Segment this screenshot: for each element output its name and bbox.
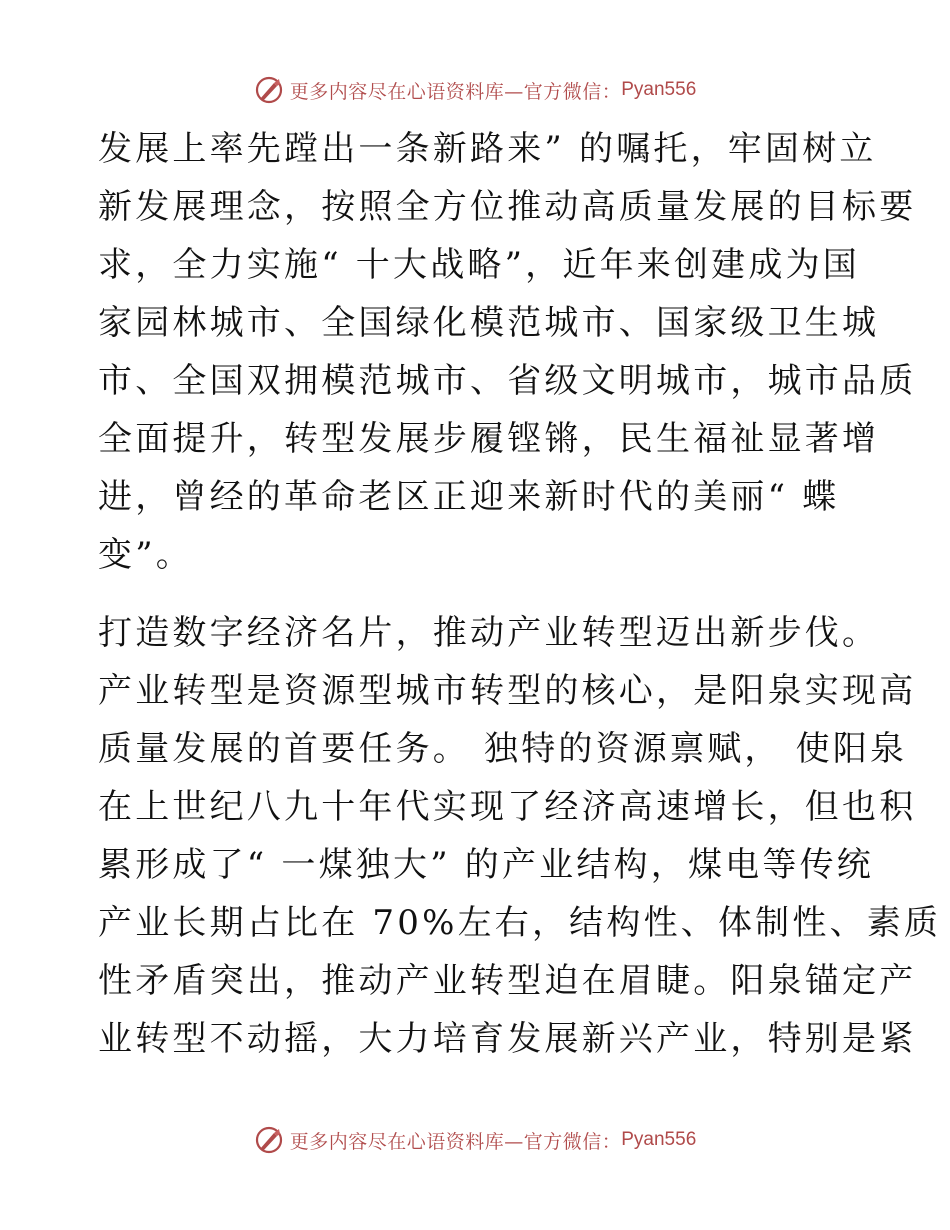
header-watermark (0, 70, 950, 110)
text-line: 新发展理念，按照全方位推动高质量发展的目标要 (98, 187, 917, 227)
text-line: 累形成了“ 一煤独大” 的产业结构，煤电等传统 (98, 845, 874, 885)
paragraph (98, 120, 917, 584)
text-line: 性矛盾突出，推动产业转型迫在眉睫。阳泉锚定产 (98, 961, 917, 1001)
footer-watermark (0, 1120, 950, 1160)
watermark-text: 更多内容尽在心语资料库—官方微信： (289, 1130, 622, 1153)
text-line: 产业转型是资源型城市转型的核心，是阳泉实现高 (98, 671, 917, 711)
text-line: 产业长期占比在 70%左右，结构性、体制性、素质 (98, 903, 942, 943)
text-line: 进，曾经的革命老区正迎来新时代的美丽“ 蝶 (98, 477, 840, 517)
text-line: 发展上率先蹚出一条新路来” 的嘱托，牢固树立 (98, 129, 877, 169)
text-line: 在上世纪八九十年代实现了经济高速增长，但也积 (98, 787, 917, 827)
quill-circle-icon (254, 1125, 284, 1155)
text-line: 市、全国双拥模范城市、省级文明城市，城市品质 (98, 361, 917, 401)
text-line: 质量发展的首要任务。 独特的资源禀赋， 使阳泉 (98, 729, 908, 769)
watermark-text: 更多内容尽在心语资料库—官方微信： (289, 80, 622, 103)
quill-circle-icon (254, 75, 284, 105)
watermark-wechat-id: Pyan556 (621, 1129, 697, 1150)
watermark-wechat-id: Pyan556 (621, 79, 697, 100)
text-line: 变”。 (98, 535, 193, 575)
text-line: 业转型不动摇，大力培育发展新兴产业，特别是紧 (98, 1019, 917, 1059)
text-line: 打造数字经济名片，推动产业转型迈出新步伐。 (98, 613, 880, 653)
text-line: 全面提升，转型发展步履铿锵，民生福祉显著增 (98, 419, 880, 459)
paragraph-gap (98, 584, 858, 604)
document-body (98, 120, 942, 1068)
paragraph (98, 604, 942, 1068)
text-line: 求，全力实施“ 十大战略”，近年来创建成为国 (98, 245, 860, 285)
text-line: 家园林城市、全国绿化模范城市、国家级卫生城 (98, 303, 880, 343)
